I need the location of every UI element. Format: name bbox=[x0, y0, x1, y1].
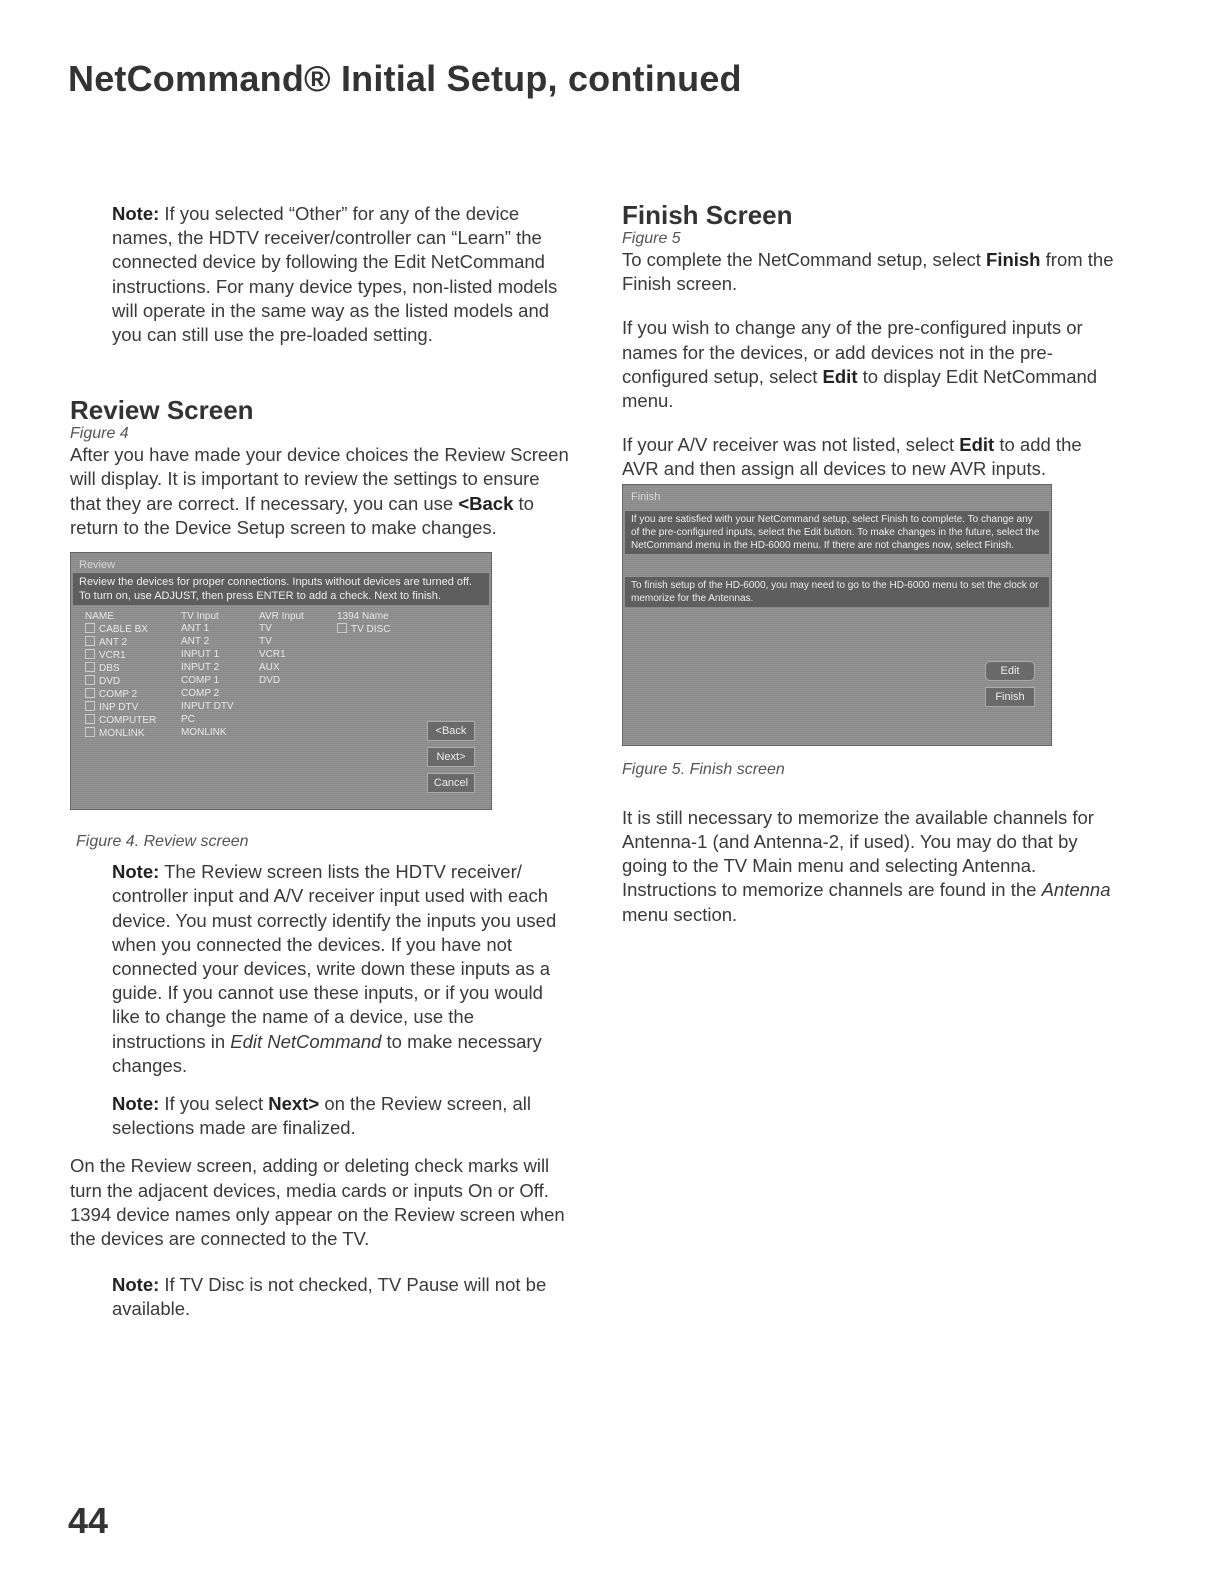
cell bbox=[259, 727, 337, 740]
cell: MONLINK bbox=[99, 728, 145, 740]
cell: DVD bbox=[259, 675, 281, 687]
checkbox[interactable] bbox=[85, 714, 95, 724]
cell: TV bbox=[259, 623, 272, 635]
note-label: Note: bbox=[112, 1093, 160, 1115]
cell: COMP 1 bbox=[181, 675, 220, 687]
cell: AUX bbox=[259, 662, 280, 674]
finish-text-2: To finish setup of the HD-6000, you may need to go to the HD-6000 menu to set the clock or memorize for the Antennas. bbox=[625, 577, 1049, 607]
finish-screen-figure bbox=[622, 484, 1052, 746]
review-paragraph-2: On the Review screen, adding or deleting check marks will turn the adjacent devices, media cards or inputs On or Off. 1394 device names only appear on the Review screen when the devices are connected to the TV. bbox=[70, 1155, 565, 1250]
col-header: TV Input bbox=[181, 611, 219, 623]
text: menu section. bbox=[622, 903, 738, 925]
finish-paragraph-4 bbox=[622, 806, 1122, 927]
checkbox[interactable] bbox=[85, 701, 95, 711]
figure-5-caption: Figure 5. Finish screen bbox=[622, 760, 785, 778]
checkbox[interactable] bbox=[85, 675, 95, 685]
note-text: If TV Disc is not checked, TV Pause will not be available. bbox=[112, 1274, 547, 1320]
col-header: 1394 Name bbox=[337, 611, 389, 623]
back-keyword: <Back bbox=[458, 492, 514, 514]
note-other-devices bbox=[112, 202, 570, 347]
cell: ANT 2 bbox=[99, 637, 128, 649]
col-header: AVR Input bbox=[259, 611, 304, 623]
cell: COMP 2 bbox=[99, 689, 138, 701]
checkbox[interactable] bbox=[85, 636, 95, 646]
text: To complete the NetCommand setup, select bbox=[622, 249, 987, 270]
col-header: NAME bbox=[85, 611, 114, 623]
review-screen-title: Review bbox=[79, 559, 116, 572]
finish-text-1: If you are satisfied with your NetCommand setup, select Finish to complete. To change any of the pre-configured inputs, select the Edit button. To make changes in the future, select the NetCommand menu in the HD-6000 menu. If there are not changes now, select Finish. bbox=[625, 511, 1049, 554]
finish-screen-title: Finish bbox=[631, 490, 661, 503]
cell bbox=[259, 688, 337, 701]
cell bbox=[259, 701, 337, 714]
text: on the Review screen, all selections made are finalized. bbox=[112, 1093, 532, 1139]
note-label: Note: bbox=[112, 203, 160, 224]
cell: DBS bbox=[99, 663, 120, 675]
cell: ANT 2 bbox=[181, 636, 210, 648]
note-label: Note: bbox=[112, 861, 160, 883]
table-row[interactable] bbox=[85, 662, 407, 675]
text: to make necessary changes. bbox=[112, 1030, 542, 1076]
text: It is still necessary to memorize the available channels for Antenna-1 (and Antenna-2, if used). You may do that by going to the TV Main menu and selecting Antenna. Instructions to memorize channels are found in the bbox=[622, 806, 1094, 901]
finish-button[interactable]: Finish bbox=[985, 687, 1035, 707]
text: from the Finish screen. bbox=[622, 249, 1114, 295]
tv-disc-item: TV DISC bbox=[351, 624, 391, 636]
cell: INPUT 1 bbox=[181, 649, 220, 661]
checkbox[interactable] bbox=[85, 623, 95, 633]
text: If you select bbox=[164, 1093, 269, 1115]
review-table bbox=[85, 611, 407, 740]
page-number: 44 bbox=[68, 1500, 109, 1541]
next-button[interactable]: Next> bbox=[427, 747, 475, 767]
finish-paragraph-2 bbox=[622, 316, 1122, 413]
cell: ANT 1 bbox=[181, 623, 210, 635]
cell: INPUT 2 bbox=[181, 662, 220, 674]
review-instructions: Review the devices for proper connections. Inputs without devices are turned off. To turn on, use ADJUST, then press ENTER to add a check. Next to finish. bbox=[73, 573, 489, 605]
cell: INPUT DTV bbox=[181, 701, 234, 713]
note-review-inputs bbox=[112, 860, 570, 1078]
finish-paragraph-3 bbox=[622, 433, 1122, 481]
cell: PC bbox=[181, 714, 195, 726]
table-row[interactable] bbox=[85, 649, 407, 662]
cell: CABLE BX bbox=[99, 624, 148, 636]
finish-paragraph-1 bbox=[622, 248, 1122, 296]
note-text: If you selected “Other” for any of the device names, the HDTV receiver/controller can “Learn” the connected device by following the Edit NetCommand instructions. For many device types, non-listed models will operate in the same way as the listed models and you can still use the pre-loaded setting. bbox=[112, 203, 558, 346]
text: If you wish to change any of the pre-configured inputs or names for the devices, or add devices not in the pre-configured setup, select bbox=[622, 317, 1083, 387]
text: to add the AVR and then assign all devices to new AVR inputs. bbox=[622, 434, 1082, 480]
table-row[interactable] bbox=[85, 688, 407, 701]
text: After you have made your device choices the Review Screen will display. It is important to review the settings to ensure that they are correct. If necessary, you can use bbox=[70, 444, 569, 514]
checkbox[interactable] bbox=[85, 662, 95, 672]
text: to display Edit NetCommand menu. bbox=[622, 365, 1098, 412]
review-screen-heading: Review Screen bbox=[70, 395, 254, 426]
edit-netcommand-ref: Edit NetCommand bbox=[230, 1030, 382, 1052]
checkbox[interactable] bbox=[85, 649, 95, 659]
edit-keyword: Edit bbox=[959, 434, 995, 456]
text: If your A/V receiver was not listed, select bbox=[622, 434, 960, 456]
table-row[interactable] bbox=[85, 623, 407, 636]
checkbox[interactable] bbox=[85, 688, 95, 698]
note-next bbox=[112, 1092, 570, 1140]
next-keyword: Next> bbox=[268, 1093, 320, 1115]
table-row[interactable] bbox=[85, 727, 407, 740]
review-paragraph bbox=[70, 443, 570, 540]
figure-4-label: Figure 4 bbox=[70, 425, 129, 443]
cell: COMP 2 bbox=[181, 688, 220, 700]
finish-keyword: Finish bbox=[986, 249, 1041, 270]
note-label: Note: bbox=[112, 1274, 160, 1296]
review-screen-figure bbox=[70, 552, 492, 810]
edit-button[interactable]: Edit bbox=[985, 661, 1035, 681]
cancel-button[interactable]: Cancel bbox=[427, 773, 475, 793]
left-column bbox=[70, 202, 570, 1322]
edit-keyword: Edit bbox=[822, 365, 858, 387]
cell: VCR1 bbox=[259, 649, 286, 661]
table-row[interactable] bbox=[85, 675, 407, 688]
cell: INP DTV bbox=[99, 702, 139, 714]
antenna-ref: Antenna bbox=[1041, 879, 1111, 901]
cell: DVD bbox=[99, 676, 121, 688]
cell: COMPUTER bbox=[99, 715, 157, 727]
checkbox[interactable] bbox=[85, 727, 95, 737]
right-column bbox=[622, 200, 1122, 927]
cell bbox=[259, 714, 337, 727]
finish-screen-heading: Finish Screen bbox=[622, 200, 793, 230]
back-button[interactable]: <Back bbox=[427, 721, 475, 741]
table-row[interactable] bbox=[85, 701, 407, 714]
figure-5-label: Figure 5 bbox=[622, 230, 681, 247]
figure-4-caption: Figure 4. Review screen bbox=[76, 833, 249, 851]
note-tv-disc bbox=[112, 1273, 570, 1321]
text: The Review screen lists the HDTV receiver/ controller input and A/V receiver input used with each device. You must correctly identify the inputs you used when you connected the devices. If you have not connected your devices, write down these inputs as a guide. If you cannot use these inputs, or if you would like to change the name of a device, use the instructions in bbox=[112, 861, 557, 1052]
table-row[interactable] bbox=[85, 714, 407, 727]
cell: VCR1 bbox=[99, 650, 126, 662]
table-row[interactable] bbox=[85, 636, 407, 649]
cell: MONLINK bbox=[181, 727, 227, 739]
cell: TV bbox=[259, 636, 272, 648]
review-table-header bbox=[85, 611, 407, 623]
page-title: NetCommand® Initial Setup, continued bbox=[68, 58, 742, 99]
checkbox[interactable] bbox=[337, 623, 347, 633]
text: to return to the Device Setup screen to make changes. bbox=[70, 492, 534, 538]
